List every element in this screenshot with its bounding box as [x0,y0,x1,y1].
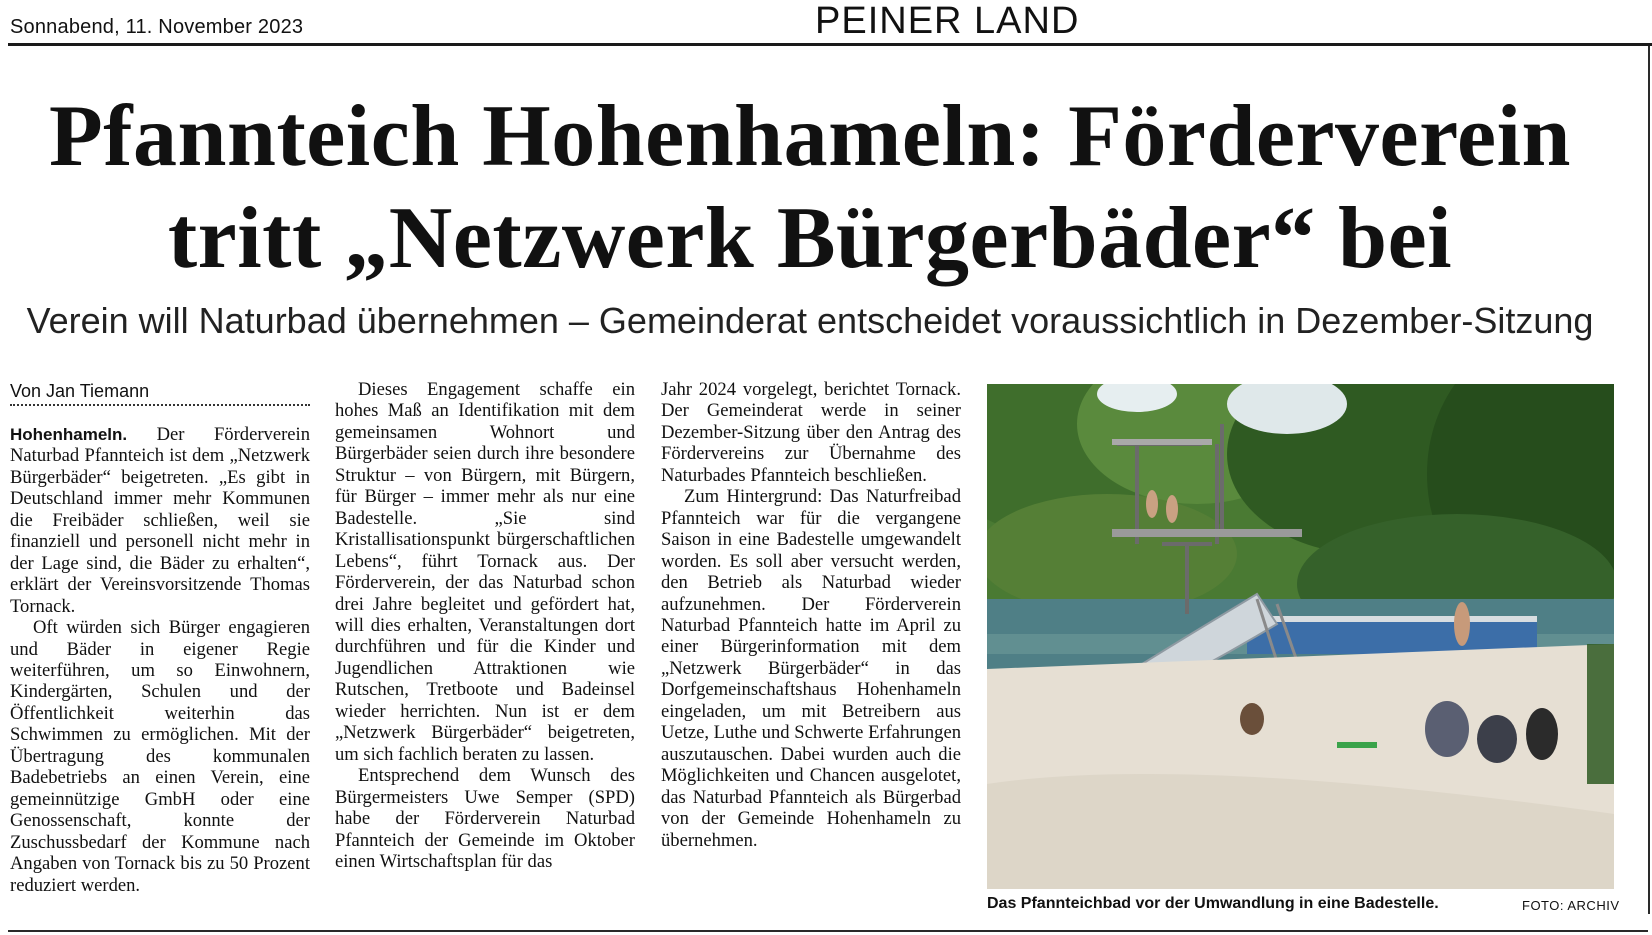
subheadline: Verein will Naturbad übernehmen – Gemeinderat entscheidet voraussichtlich in Dezember-Sitzung [26,300,1594,341]
article-column-2 [335,379,635,872]
paragraph-1 [10,424,310,617]
byline: Von Jan Tiemann [10,381,150,401]
dateline-location: Hohenhameln. [10,425,128,444]
footer-rule [8,930,1648,932]
headline-line-1: Pfannteich Hohenhameln: Förderverein [49,88,1571,185]
article-column-1 [10,424,310,896]
natural-pool-illustration [987,384,1614,889]
headline [0,86,1620,290]
header-rule [8,43,1652,46]
byline-divider [10,404,310,406]
paragraph-6: Zum Hintergrund: Das Naturfreibad Pfannteich war für die vergangene Saison in eine Badestelle umgewandelt worden. Es soll aber versucht werden, den Betrieb als Naturbad wieder aufzunehmen. Der Förderverein Naturbad Pfannteich hatte im April zu einer Bürgerinformation mit dem „Netzwerk Bürgerbäder“ in das Dorfgemeinschaftshaus Hohenhameln eingeladen, um mit Betreibern aus Uetze, Luthe und Schwerte Erfahrungen auszutauschen. Dabei wurden auch die Möglichkeiten und Chancen ausgelotet, das Naturbad Pfannteich als Bürgerbad von der Gemeinde Hohenhameln zu übernehmen. [661,486,961,851]
paragraph-3: Dieses Engagement schaffe ein hohes Maß an Identifikation mit dem gemeinsamen Wohnort und Bürgerbäder seien durch ihre besondere Struktur – von Bürgern, mit Bürgern, für Bürger – immer mehr als nur eine Badestelle. „Sie sind Kristallisationspunkt bürgerschaftlichen Lebens“, führt Tornack aus. Der Förderverein, der das Naturbad schon drei Jahre begleitet und gefördert hat, will dies erhalten, Veranstaltungen dort durchführen und für die Kinder und Jugendlichen Attraktionen wie Rutschen, Tretboote und Badeinsel wieder herrichten. Nun ist er dem „Netzwerk Bürgerbäder“ beigetreten, um sich fachlich beraten zu lassen. [335,379,635,765]
headline-line-2: tritt „Netzwerk Bürgerbäder“ bei [167,190,1453,287]
paragraph-1-text: Der Förderverein Naturbad Pfannteich ist dem „Netzwerk Bürgerbäder“ beigetreten. „Es gibt in Deutschland immer mehr Kommunen die Freibäder schließen, weil sie finanziell und personell nicht mehr in der Lage sind, die Bäder zu erhalten“, erklärt der Vereinsvorsitzende Thomas Tornack. [10,424,310,617]
photo-credit: FOTO: ARCHIV [1522,898,1620,913]
issue-date: Sonnabend, 11. November 2023 [10,16,304,38]
article-column-3 [661,379,961,851]
paragraph-2: Oft würden sich Bürger engagieren und Bäder in eigener Regie weiterführen, um so Einwohnern, Kindergärten, Schulen und der Öffentlichkeit weiterhin das Schwimmen zu ermöglichen. Mit der Übertragung des kommunalen Badebetriebs an einen Verein, eine gemeinnützige GmbH oder eine Genossenschaft, konnte der Zuschussbedarf der Kommune nach Angaben von Tornack bis zu 50 Prozent reduziert werden. [10,617,310,896]
paragraph-5: Jahr 2024 vorgelegt, berichtet Tornack. Der Gemeinderat werde in seiner Dezember-Sitzung über den Antrag des Fördervereins zur Übernahme des Naturbades Pfannteich beschließen. [661,379,961,486]
paragraph-4: Entsprechend dem Wunsch des Bürgermeisters Uwe Semper (SPD) habe der Förderverein Naturbad Pfannteich der Gemeinde im Oktober einen Wirtschaftsplan für das [335,765,635,872]
right-column-rule [1648,46,1650,914]
section-title: PEINER LAND [815,0,1080,42]
photo-caption: Das Pfannteichbad vor der Umwandlung in eine Badestelle. [987,895,1439,912]
article-photo [987,384,1614,889]
